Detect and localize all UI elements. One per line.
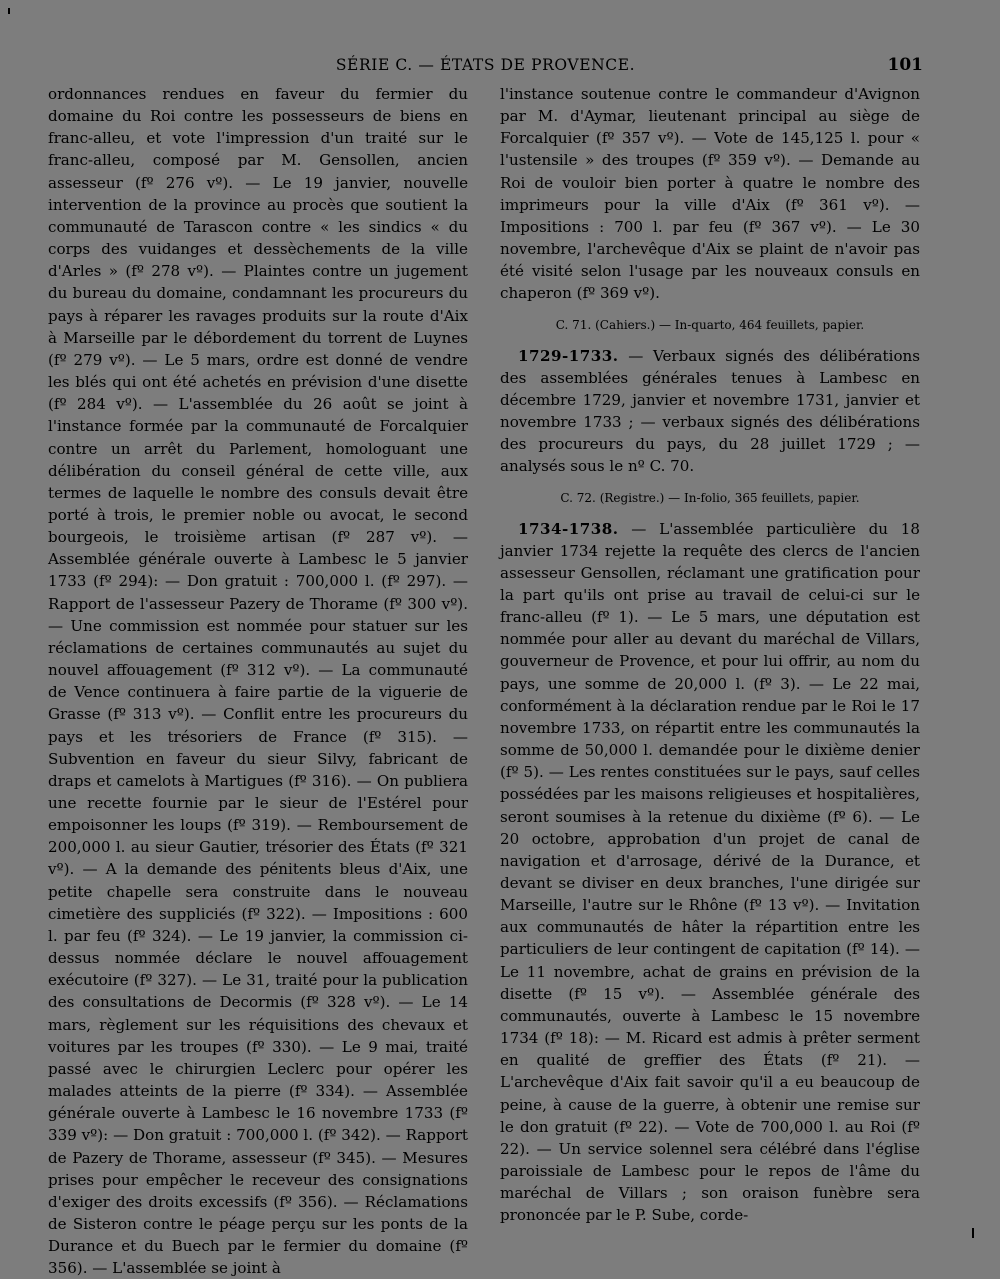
left-column xyxy=(48,83,468,1279)
archive-reference: C. 72. (Registre.) — In-folio, 365 feuillets, papier. xyxy=(560,490,860,505)
scan-mark xyxy=(8,8,16,14)
scan-mark xyxy=(972,1228,978,1238)
page-number: 101 xyxy=(887,55,923,75)
right-column-intro: l'instance soutenue contre le commandeur d'Avignon par M. d'Aymar, lieutenant principal au siège de Forcalquier (fº 357 vº). — Vote de 145,125 l. pour « l'ustensile » des troupes (fº 359 vº). — Demande au Roi de vouloir bien porter à quatre le nombre des imprimeurs pour la ville d'Aix (fº 361 vº). — Impositions : 700 l. par feu (fº 367 vº). — Le 30 novembre, l'archevêque d'Aix se plaint de n'avoir pas été visité selon l'usage par les nouveaux consuls en chaperon (fº 369 vº). xyxy=(500,85,920,303)
inventory-entry xyxy=(500,518,920,1227)
right-column xyxy=(500,83,920,1227)
running-title: SÉRIE C. — ÉTATS DE PROVENCE. xyxy=(335,56,636,74)
entry-dates: 1734-1738. xyxy=(518,519,619,538)
entry-text: — L'assemblée particulière du 18 janvier 1734 rejette la requête des clercs de l'ancien assesseur Gensollen, réclamant une gratification pour la part qu'ils ont prise au travail de celui-ci sur le franc-alleu (fº 1). — Le 5 mars, une députation est nommée pour aller au devant du maréchal de Villars, gouverneur de Provence, et pour lui offrir, au nom du pays, une somme de 20,000 l. (fº 3). — Le 22 mai, conformément à la déclaration rendue par le Roi le 17 novembre 1733, on répartit entre les communautés la somme de 50,000 l. demandée pour le dixième denier (fº 5). — Les rentes constituées sur le pays, sauf celles possédées par les maisons religieuses et hospitalières, seront soumises à la retenue du dixième (fº 6). — Le 20 octobre, approbation d'un projet de canal de navigation et d'arrosage, dérivé de la Durance, et devant se diviser en deux branches, l'une dirigée sur Marseille, l'autre sur le Rhône (fº 13 vº). — Invitation aux communautés de hâter la répartition entre les particuliers de leur contingent de capitation (fº 14). — Le 11 novembre, achat de grains en prévision de la disette (fº 15 vº). — Assemblée générale des communautés, ouverte à Lambesc le 15 novembre 1734 (fº 18): — M. Ricard est admis à prêter serment en qualité de greffier des États (fº 21). — L'archevêque d'Aix fait savoir qu'il a eu beaucoup de peine, à cause de la guerre, à obtenir une remise sur le don gratuit (fº 22). — Vote de 700,000 l. au Roi (fº 22). — Un service solennel sera célébré dans l'église paroissiale de Lambesc pour le repos de l'âme du maréchal de Villars ; son oraison funèbre sera prononcée par le P. Sube, corde- xyxy=(500,519,920,1225)
entry-dates: 1729-1733. xyxy=(518,346,619,365)
left-column-text: ordonnances rendues en faveur du fermier du domaine du Roi contre les possesseurs de biens en franc-alleu, et vote l'impression d'un traité sur le franc-alleu, composé par M. Gensollen, ancien assesseur (fº 276 vº). — Le 19 janvier, nouvelle intervention de la province au procès que soutient la communauté de Tarascon contre « les sindics « du corps des vuidanges et dessèchements de la ville d'Arles » (fº 278 vº). — Plaintes contre un jugement du bureau du domaine, condamnant les procureurs du pays à réparer les ravages produits sur la route d'Aix à Marseille par le débordement du torrent de Luynes (fº 279 vº). — Le 5 mars, ordre est donné de vendre les blés qui ont été achetés en prévision d'une disette (fº 284 vº). — L'assemblée du 26 août se joint à l'instance formée par la communauté de Forcalquier contre un arrêt du Parlement, homologuant une délibération du conseil général de cette ville, aux termes de laquelle le nombre des consuls devait être porté à trois, le premier noble ou avocat, le second bourgeois, le troisième artisan (fº 287 vº). — Assemblée générale ouverte à Lambesc le 5 janvier 1733 (fº 294): — Don gratuit : 700,000 l. (fº 297). — Rapport de l'assesseur Pazery de Thorame (fº 300 vº). — Une commission est nommée pour statuer sur les réclamations de certaines communautés au sujet du nouvel affouagement (fº 312 vº). — La communauté de Vence continuera à faire partie de la viguerie de Grasse (fº 313 vº). — Conflit entre les procureurs du pays et les trésoriers de France (fº 315). — Subvention en faveur du sieur Silvy, fabricant de draps et camelots à Martigues (fº 316). — On publiera une recette fournie par le sieur de l'Estérel pour empoisonner les loups (fº 319). — Remboursement de 200,000 l. au sieur Gautier, trésorier des États (fº 321 vº). — A la demande des pénitents bleus d'Aix, une petite chapelle sera construite dans le nouveau cimetière des suppliciés (fº 322). — Impositions : 600 l. par feu (fº 324). — Le 19 janvier, la commission ci-dessus nommée déclare le nouvel affouagement exécutoire (fº 327). — Le 31, traité pour la publication des consultations de Decormis (fº 328 vº). — Le 14 mars, règlement sur les réquisitions des chevaux et voitures par les troupes (fº 330). — Le 9 mai, traité passé avec le chirurgien Leclerc pour opérer les malades atteints de la pierre (fº 334). — Assemblée générale ouverte à Lambesc le 16 novembre 1733 (fº 339 vº): — Don gratuit : 700,000 l. (fº 342). — Rapport de Pazery de Thorame, assesseur (fº 345). — Mesures prises pour empêcher le receveur des consignations d'exiger des droits excessifs (fº 356). — Réclamations de Sisteron contre le péage perçu sur les ponts de la Durance et du Buech par le fermier du domaine (fº 356). — L'assemblée se joint à xyxy=(48,85,468,1278)
inventory-entry xyxy=(500,345,920,478)
archive-reference: C. 71. (Cahiers.) — In-quarto, 464 feuillets, papier. xyxy=(555,317,865,332)
entry-text: — Verbaux signés des délibérations des assemblées générales tenues à Lambesc en décembre 1729, janvier et novembre 1731, janvier et novembre 1733 ; — verbaux signés des délibérations des procureurs du pays, du 28 juillet 1729 ; — analysés sous le nº C. 70. xyxy=(500,346,920,476)
page-header xyxy=(48,52,923,78)
